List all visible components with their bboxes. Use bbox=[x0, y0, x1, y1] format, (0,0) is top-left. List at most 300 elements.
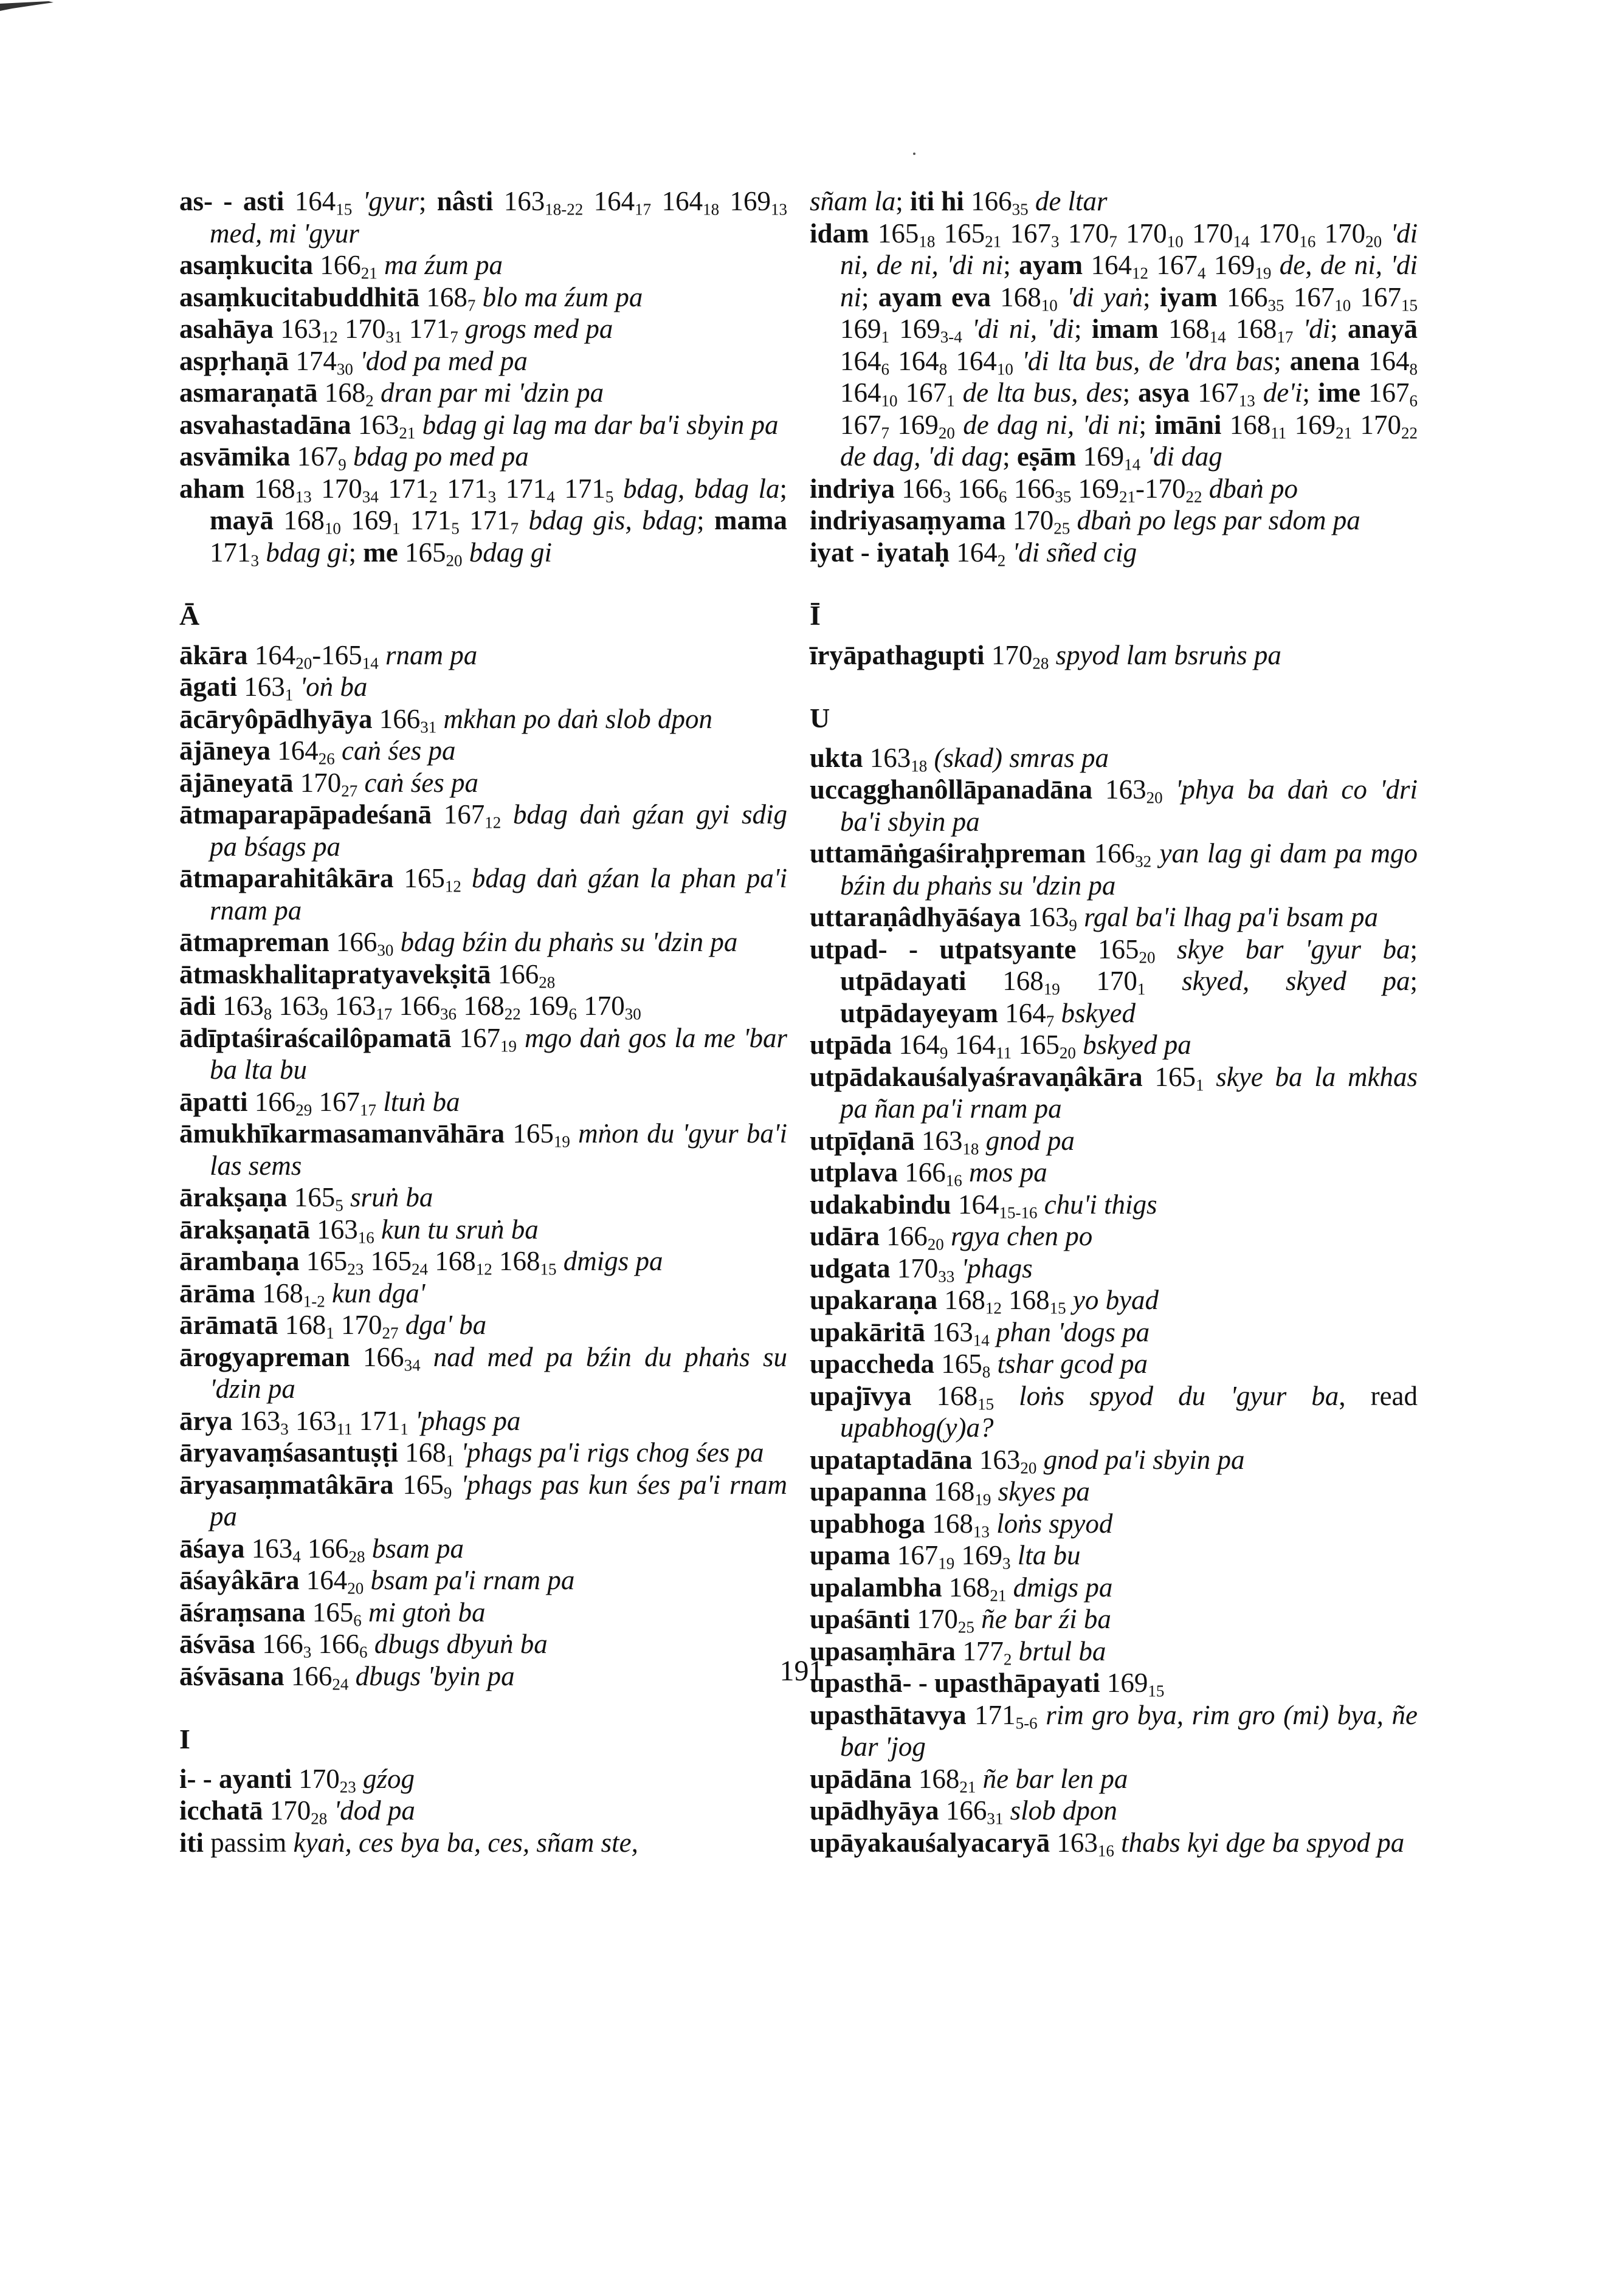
page-reference: 171 bbox=[437, 473, 488, 504]
page-reference: 166 bbox=[880, 1221, 928, 1251]
headword: udāra bbox=[810, 1221, 880, 1251]
headword: ārakṣaṇa bbox=[179, 1182, 288, 1212]
page-reference: 168 bbox=[419, 281, 467, 312]
page-reference: 163 bbox=[328, 991, 376, 1021]
page-reference: 166 bbox=[372, 703, 421, 734]
page-reference: 163 bbox=[216, 991, 264, 1021]
page-reference: 169 bbox=[889, 409, 939, 440]
headword: idam bbox=[810, 218, 869, 249]
dictionary-entry bbox=[810, 933, 1418, 1029]
page-reference: 166 bbox=[329, 927, 377, 957]
line-reference: 28 bbox=[311, 1809, 328, 1828]
line-reference: 7 bbox=[510, 519, 519, 538]
page-reference: -165 bbox=[312, 639, 362, 670]
dictionary-entry bbox=[810, 1061, 1418, 1125]
headword: ārakṣaṇatā bbox=[179, 1214, 311, 1245]
page-reference: 166 bbox=[300, 1533, 349, 1564]
dictionary-entry bbox=[810, 1380, 1418, 1444]
page-reference: 168 bbox=[911, 1763, 960, 1794]
tibetan-equivalent: 'di bbox=[1293, 314, 1331, 344]
page-reference: 168 bbox=[1158, 314, 1210, 344]
tibetan-equivalent: skyed, skyed pa bbox=[1145, 966, 1410, 996]
line-reference: 23 bbox=[339, 1778, 356, 1796]
dictionary-entry bbox=[179, 671, 787, 703]
headword: aspṛhaṇā bbox=[179, 345, 289, 376]
tibetan-equivalent: bskyed pa bbox=[1075, 1029, 1191, 1060]
dictionary-entry bbox=[179, 862, 787, 926]
headword: iyat - iyataḥ bbox=[810, 537, 950, 568]
tibetan-equivalent: de ltar bbox=[1028, 186, 1108, 216]
dictionary-entry bbox=[179, 958, 787, 991]
dictionary-entry bbox=[810, 1189, 1418, 1221]
tibetan-equivalent: 'di lta bus, de 'dra bas bbox=[1013, 345, 1274, 376]
page-reference: ; bbox=[1074, 314, 1092, 344]
headword: ācāryôpādhyāya bbox=[179, 703, 373, 734]
page-reference: -170 bbox=[1136, 473, 1186, 504]
dictionary-entry bbox=[810, 473, 1418, 505]
headword: āmukhīkarmasamanvāhāra bbox=[179, 1118, 505, 1149]
headword: upāyakauśalyacaryā bbox=[810, 1827, 1050, 1858]
headword: ārāmatā bbox=[179, 1310, 278, 1340]
page-reference: 171 bbox=[352, 1405, 401, 1436]
headword: utpādayati bbox=[840, 966, 967, 996]
headword: ayam bbox=[1019, 250, 1083, 280]
tibetan-equivalent: nad med pa bźin du phaṅs su 'dzin pa bbox=[210, 1341, 788, 1404]
page-reference: 163 bbox=[1021, 902, 1069, 932]
dictionary-entry bbox=[179, 1469, 787, 1533]
page-reference: 163 bbox=[237, 672, 285, 702]
tibetan-equivalent: de, de ni, 'di ni bbox=[840, 250, 1418, 312]
page-reference: 167 bbox=[890, 1540, 939, 1570]
tibetan-equivalent: rgya chen po bbox=[943, 1221, 1093, 1251]
tibetan-equivalent: skye bar 'gyur ba bbox=[1155, 933, 1410, 964]
line-reference: 35 bbox=[1055, 487, 1072, 506]
tibetan-equivalent: grogs med pa bbox=[458, 314, 613, 344]
dictionary-entry bbox=[179, 441, 787, 473]
tibetan-equivalent: caṅ śes pa bbox=[334, 735, 456, 766]
page-reference: 163 bbox=[863, 742, 911, 773]
headword: āryasaṃmatâkāra bbox=[179, 1469, 394, 1500]
line-reference: 34 bbox=[362, 487, 379, 506]
line-reference: 20 bbox=[1139, 948, 1156, 967]
dictionary-entry bbox=[179, 799, 787, 862]
headword: ātmapreman bbox=[179, 927, 329, 957]
headword: indriyasaṃyama bbox=[810, 505, 1006, 535]
headword: mayā bbox=[210, 505, 274, 535]
line-reference: 16 bbox=[357, 1228, 374, 1247]
headword: upaśānti bbox=[810, 1604, 911, 1634]
page-reference: 170 bbox=[577, 991, 625, 1021]
headword: upama bbox=[810, 1540, 891, 1570]
page-reference: 164 bbox=[651, 186, 703, 216]
page-reference: 168 bbox=[926, 1476, 975, 1507]
headword: upasaṃhāra bbox=[810, 1635, 956, 1666]
line-reference: 16 bbox=[1097, 1841, 1114, 1860]
tibetan-equivalent: bdag gi bbox=[259, 537, 349, 568]
line-reference: 6 bbox=[881, 360, 889, 379]
dictionary-entry bbox=[810, 1699, 1418, 1763]
tibetan-equivalent: kyaṅ, ces bya ba, ces, sñam ste, bbox=[293, 1827, 638, 1858]
headword: anayā bbox=[1347, 314, 1418, 344]
page-reference: 167 bbox=[840, 409, 881, 440]
page-reference: 164 bbox=[951, 1189, 999, 1220]
line-reference: 18 bbox=[703, 200, 720, 219]
line-reference: 14 bbox=[362, 654, 379, 673]
headword: upasthātavya bbox=[810, 1699, 967, 1730]
headword: asaṃkucitabuddhitā bbox=[179, 281, 420, 312]
page-reference: 167 bbox=[312, 1086, 360, 1117]
page-reference: 169 bbox=[954, 1540, 1003, 1570]
tibetan-equivalent: bskyed bbox=[1054, 997, 1136, 1028]
line-reference: 28 bbox=[348, 1547, 365, 1566]
line-reference: 8 bbox=[1409, 360, 1418, 379]
line-reference: 19 bbox=[1043, 980, 1060, 998]
page-reference: 170 bbox=[1005, 505, 1054, 535]
line-reference: 2 bbox=[997, 551, 1006, 570]
tibetan-equivalent: skyes pa bbox=[991, 1476, 1090, 1507]
line-reference: 28 bbox=[539, 973, 556, 992]
page-reference: 166 bbox=[311, 1629, 360, 1659]
headword: asaṃkucita bbox=[179, 250, 314, 280]
headword: icchatā bbox=[179, 1795, 263, 1826]
headword: ārya bbox=[179, 1405, 233, 1436]
page-reference: ; bbox=[895, 186, 911, 216]
page-reference: 169 bbox=[340, 505, 392, 535]
line-reference: 31 bbox=[987, 1809, 1004, 1828]
tibetan-equivalent: ñe bar źi ba bbox=[974, 1604, 1111, 1634]
page-reference: 163 bbox=[232, 1405, 281, 1436]
dictionary-entry bbox=[810, 1572, 1418, 1604]
headword: ukta bbox=[810, 742, 863, 773]
line-reference: 20 bbox=[1059, 1043, 1076, 1062]
tibetan-equivalent: dbaṅ po bbox=[1202, 473, 1298, 504]
page-reference: 164 bbox=[948, 1029, 996, 1060]
page-reference: 168 bbox=[278, 1310, 326, 1340]
page-reference: 165 bbox=[934, 1349, 982, 1379]
line-reference: 14 bbox=[1209, 328, 1226, 346]
line-reference: 5 bbox=[451, 519, 460, 538]
page-reference: 167 bbox=[290, 441, 339, 472]
page-reference: 165 bbox=[1142, 1061, 1196, 1092]
dictionary-entry bbox=[810, 1444, 1418, 1476]
tibetan-equivalent: med, mi 'gyur bbox=[210, 218, 359, 249]
headword: ārambaṇa bbox=[179, 1246, 300, 1276]
tibetan-equivalent: kun dga' bbox=[325, 1277, 426, 1308]
page-reference: ; bbox=[1410, 966, 1418, 996]
headword: utpādayeyam bbox=[840, 997, 999, 1028]
headword: ime bbox=[1317, 377, 1360, 408]
headword: ādi bbox=[179, 991, 216, 1021]
line-reference: 3-4 bbox=[940, 328, 962, 346]
page-reference: 170 bbox=[910, 1604, 958, 1634]
headword: i- - ayanti bbox=[179, 1763, 292, 1794]
dictionary-entry bbox=[810, 504, 1418, 537]
tibetan-equivalent: 'di yaṅ bbox=[1057, 281, 1143, 312]
page-reference: 168 bbox=[274, 505, 325, 535]
line-reference: 20 bbox=[446, 551, 463, 570]
page-reference: 165 bbox=[1012, 1029, 1060, 1060]
dictionary-entry bbox=[810, 218, 1418, 473]
line-reference: 21 bbox=[1336, 424, 1353, 442]
line-reference: 17 bbox=[635, 200, 652, 219]
dictionary-entry bbox=[179, 345, 787, 377]
page-reference: 171 bbox=[400, 505, 452, 535]
line-reference: 16 bbox=[945, 1171, 962, 1190]
line-reference: 15-16 bbox=[999, 1203, 1038, 1222]
tibetan-equivalent: 'phags pa'i rigs chog śes pa bbox=[454, 1437, 764, 1468]
headword: āśvāsa bbox=[179, 1629, 256, 1659]
headword: īryāpathagupti bbox=[810, 639, 985, 670]
tibetan-equivalent: mi gtoṅ ba bbox=[361, 1597, 486, 1627]
line-reference: 19 bbox=[974, 1490, 991, 1509]
headword: ājāneya bbox=[179, 735, 271, 766]
line-reference: 9 bbox=[320, 1005, 328, 1023]
headword: utpad- - utpatsyante bbox=[810, 933, 1077, 964]
headword: me bbox=[363, 537, 398, 568]
line-reference: 1 bbox=[946, 391, 955, 410]
line-reference: 3 bbox=[1051, 232, 1060, 251]
headword: ārāma bbox=[179, 1277, 255, 1308]
page-reference: 170 bbox=[1117, 218, 1167, 249]
page-reference: 167 bbox=[897, 377, 947, 408]
line-reference: 6 bbox=[999, 487, 1007, 506]
line-reference: 10 bbox=[324, 519, 341, 538]
tibetan-equivalent: caṅ śes pa bbox=[357, 767, 478, 798]
page-reference: ; bbox=[861, 281, 878, 312]
tibetan-equivalent: 'dod pa bbox=[327, 1795, 415, 1826]
page-reference: 164 bbox=[889, 345, 939, 376]
headword: asvahastadāna bbox=[179, 409, 351, 440]
page-reference: 166 bbox=[939, 1795, 987, 1826]
line-reference: 5 bbox=[335, 1196, 343, 1215]
headword: iti hi bbox=[910, 186, 964, 216]
page-reference: 164 bbox=[271, 735, 319, 766]
page-reference: 168 bbox=[1221, 409, 1271, 440]
line-reference: 2 bbox=[1003, 1650, 1012, 1669]
tibetan-equivalent: sñam la bbox=[810, 186, 896, 216]
tibetan-equivalent: dmigs pa bbox=[556, 1246, 663, 1276]
page-reference: 168 bbox=[911, 1380, 978, 1411]
page-reference: 170 bbox=[1059, 218, 1109, 249]
page-reference: ; bbox=[1142, 281, 1160, 312]
line-reference: 6 bbox=[1409, 391, 1418, 410]
dictionary-entry bbox=[179, 377, 787, 409]
dictionary-entry bbox=[810, 1795, 1418, 1827]
page-reference: 170 bbox=[1315, 218, 1366, 249]
page-reference: 164 bbox=[950, 537, 998, 568]
line-reference: 5 bbox=[605, 487, 614, 506]
page-reference: 165 bbox=[299, 1246, 348, 1276]
headword: upataptadāna bbox=[810, 1444, 973, 1475]
page-reference: 165 bbox=[505, 1118, 554, 1149]
headword: nâsti bbox=[436, 186, 494, 216]
page-reference: 164 bbox=[840, 345, 881, 376]
dictionary-entry bbox=[810, 1220, 1418, 1253]
page-reference: 166 bbox=[1007, 473, 1055, 504]
dictionary-entry bbox=[179, 473, 787, 569]
line-reference: 5-6 bbox=[1015, 1714, 1038, 1733]
headword: upādhyāya bbox=[810, 1795, 939, 1826]
line-reference: 15 bbox=[1049, 1299, 1066, 1318]
tibetan-equivalent: ma źum pa bbox=[377, 250, 503, 280]
page-reference: 170 bbox=[1249, 218, 1300, 249]
headword: āgati bbox=[179, 672, 237, 702]
headword: ādīptaśiraścailôpamatā bbox=[179, 1022, 452, 1053]
dictionary-entry bbox=[810, 1827, 1418, 1859]
line-reference: 21 bbox=[959, 1778, 976, 1796]
headword: āśaya bbox=[179, 1533, 245, 1564]
page-reference: 168 bbox=[492, 1246, 540, 1276]
page-reference: 164 bbox=[1083, 250, 1132, 280]
headword: utplava bbox=[810, 1157, 898, 1188]
headword: uttaraṇâdhyāśaya bbox=[810, 902, 1021, 932]
page-reference: 164 bbox=[892, 1029, 940, 1060]
headword: aham bbox=[179, 473, 245, 504]
line-reference: 22 bbox=[1401, 424, 1418, 442]
page-reference: 166 bbox=[392, 991, 441, 1021]
page-reference: 165 bbox=[393, 1469, 444, 1500]
headword: mama bbox=[714, 505, 788, 535]
page-reference: 165 bbox=[305, 1597, 354, 1627]
dictionary-entry bbox=[179, 735, 787, 767]
headword: ātmaparapāpadeśanā bbox=[179, 799, 432, 830]
line-reference: 12 bbox=[475, 1260, 492, 1279]
headword: asahāya bbox=[179, 314, 274, 344]
line-reference: 7 bbox=[1046, 1012, 1055, 1031]
tibetan-equivalent: skye ba la mkhas pa ñan pa'i rnam pa bbox=[840, 1061, 1418, 1124]
page-reference: 165 bbox=[935, 218, 985, 249]
page-reference: 169 bbox=[719, 186, 771, 216]
headword: utpādakauśalyaśravaṇâkāra bbox=[810, 1061, 1143, 1092]
dictionary-entry bbox=[179, 1597, 787, 1629]
dictionary-entry bbox=[179, 1795, 787, 1827]
tibetan-equivalent: thabs kyi dge ba spyod pa bbox=[1114, 1827, 1405, 1858]
dictionary-entry bbox=[810, 742, 1418, 774]
line-reference: 29 bbox=[295, 1101, 312, 1119]
headword: upasthā- - upasthāpayati bbox=[810, 1668, 1100, 1698]
line-reference: 10 bbox=[996, 360, 1013, 379]
dictionary-entry bbox=[179, 409, 787, 441]
page-reference: 166 bbox=[284, 1660, 333, 1691]
line-reference: 30 bbox=[624, 1005, 641, 1023]
dictionary-entry bbox=[179, 1309, 787, 1341]
tibetan-equivalent: dran par mi 'dzin pa bbox=[373, 377, 604, 408]
tibetan-equivalent: tshar gcod pa bbox=[990, 1349, 1148, 1379]
page-reference: ; bbox=[348, 537, 364, 568]
line-reference: 3 bbox=[280, 1420, 289, 1438]
page-reference: ; bbox=[697, 505, 715, 535]
headword: utpīḍanā bbox=[810, 1125, 915, 1156]
dictionary-entry bbox=[810, 639, 1418, 672]
tibetan-equivalent: 'oṅ ba bbox=[293, 672, 368, 702]
line-reference: 3 bbox=[303, 1643, 312, 1662]
headword: uttamāṅgaśiraḥpreman bbox=[810, 838, 1086, 868]
section-letter: I bbox=[179, 1724, 190, 1755]
line-reference: 3 bbox=[250, 551, 259, 570]
line-reference: 4 bbox=[292, 1547, 301, 1566]
line-reference: 32 bbox=[1135, 852, 1152, 871]
line-reference: 24 bbox=[332, 1675, 349, 1694]
headword: ājāneyatā bbox=[179, 767, 294, 798]
line-reference: 13 bbox=[771, 200, 788, 219]
page-reference: 168 bbox=[942, 1572, 990, 1603]
line-reference: 4 bbox=[546, 487, 555, 506]
page-reference: 169 bbox=[520, 991, 569, 1021]
dictionary-entry bbox=[179, 1214, 787, 1246]
line-reference: 10 bbox=[1167, 232, 1184, 251]
headword: asvāmika bbox=[179, 441, 291, 472]
page-reference: 165 bbox=[287, 1182, 336, 1212]
page-reference: passim bbox=[204, 1827, 294, 1858]
tibetan-equivalent: slob dpon bbox=[1003, 1795, 1117, 1826]
page-reference: 166 bbox=[247, 1086, 296, 1117]
dictionary-entry bbox=[179, 1405, 787, 1437]
headword: upādāna bbox=[810, 1763, 912, 1794]
tibetan-equivalent: 'di ni, 'di bbox=[962, 314, 1075, 344]
line-reference: 14 bbox=[1124, 455, 1141, 474]
headword: udakabindu bbox=[810, 1189, 951, 1220]
line-reference: 24 bbox=[412, 1260, 429, 1279]
page-reference: 164 bbox=[247, 639, 296, 670]
tibetan-equivalent: 'phya ba daṅ co 'dri ba'i sbyin pa bbox=[840, 774, 1418, 837]
page-reference: ; bbox=[1302, 377, 1318, 408]
dictionary-entry bbox=[810, 1603, 1418, 1635]
tibetan-equivalent: bdag gi lag ma dar ba'i sbyin pa bbox=[415, 409, 779, 440]
page-reference: 163 bbox=[493, 186, 545, 216]
line-reference: 11 bbox=[1270, 424, 1287, 442]
headword: upaccheda bbox=[810, 1349, 935, 1379]
page-reference: 171 bbox=[402, 314, 450, 344]
scan-corner-mark bbox=[0, 0, 55, 13]
tibetan-equivalent: bdag po med pa bbox=[346, 441, 529, 472]
tibetan-equivalent: loṅs spyod bbox=[989, 1508, 1113, 1539]
page-reference: 166 bbox=[255, 1629, 303, 1659]
page-reference: ; bbox=[1002, 441, 1017, 472]
right-column bbox=[810, 185, 1418, 1858]
page-reference: 163 bbox=[1092, 774, 1146, 805]
line-reference: 25 bbox=[1053, 519, 1070, 538]
page-reference: 163 bbox=[351, 409, 399, 440]
line-reference: 18 bbox=[962, 1139, 979, 1158]
line-reference: 20 bbox=[295, 654, 312, 673]
headword: āśvāsana bbox=[179, 1660, 284, 1691]
page-reference: 168 bbox=[1226, 314, 1277, 344]
line-reference: 30 bbox=[336, 360, 353, 379]
tibetan-equivalent: 'gyur bbox=[352, 186, 419, 216]
line-reference: 10 bbox=[1041, 296, 1058, 315]
line-reference: 8 bbox=[982, 1363, 991, 1381]
tibetan-equivalent: dga' ba bbox=[398, 1310, 487, 1340]
tibetan-equivalent: mṅon du 'gyur ba'i las sems bbox=[210, 1118, 788, 1181]
line-reference: 22 bbox=[504, 1005, 521, 1023]
dictionary-entry bbox=[179, 249, 787, 281]
page-reference: 170 bbox=[1060, 966, 1137, 996]
tibetan-equivalent: ltuṅ ba bbox=[376, 1086, 460, 1117]
headword: ayam eva bbox=[878, 281, 991, 312]
dictionary-entry bbox=[179, 990, 787, 1022]
page-reference: 163 bbox=[274, 314, 322, 344]
page-reference: 167 bbox=[432, 799, 485, 830]
page-reference: 170 bbox=[337, 314, 386, 344]
line-reference: 12 bbox=[321, 328, 338, 346]
headword: indriya bbox=[810, 473, 895, 504]
line-reference: 21 bbox=[985, 232, 1002, 251]
headword: upabhoga bbox=[810, 1508, 926, 1539]
page-reference: 168 bbox=[991, 281, 1041, 312]
line-reference: 1 bbox=[326, 1324, 334, 1342]
headword: iti bbox=[179, 1827, 204, 1858]
page-reference: ; bbox=[1274, 345, 1290, 376]
